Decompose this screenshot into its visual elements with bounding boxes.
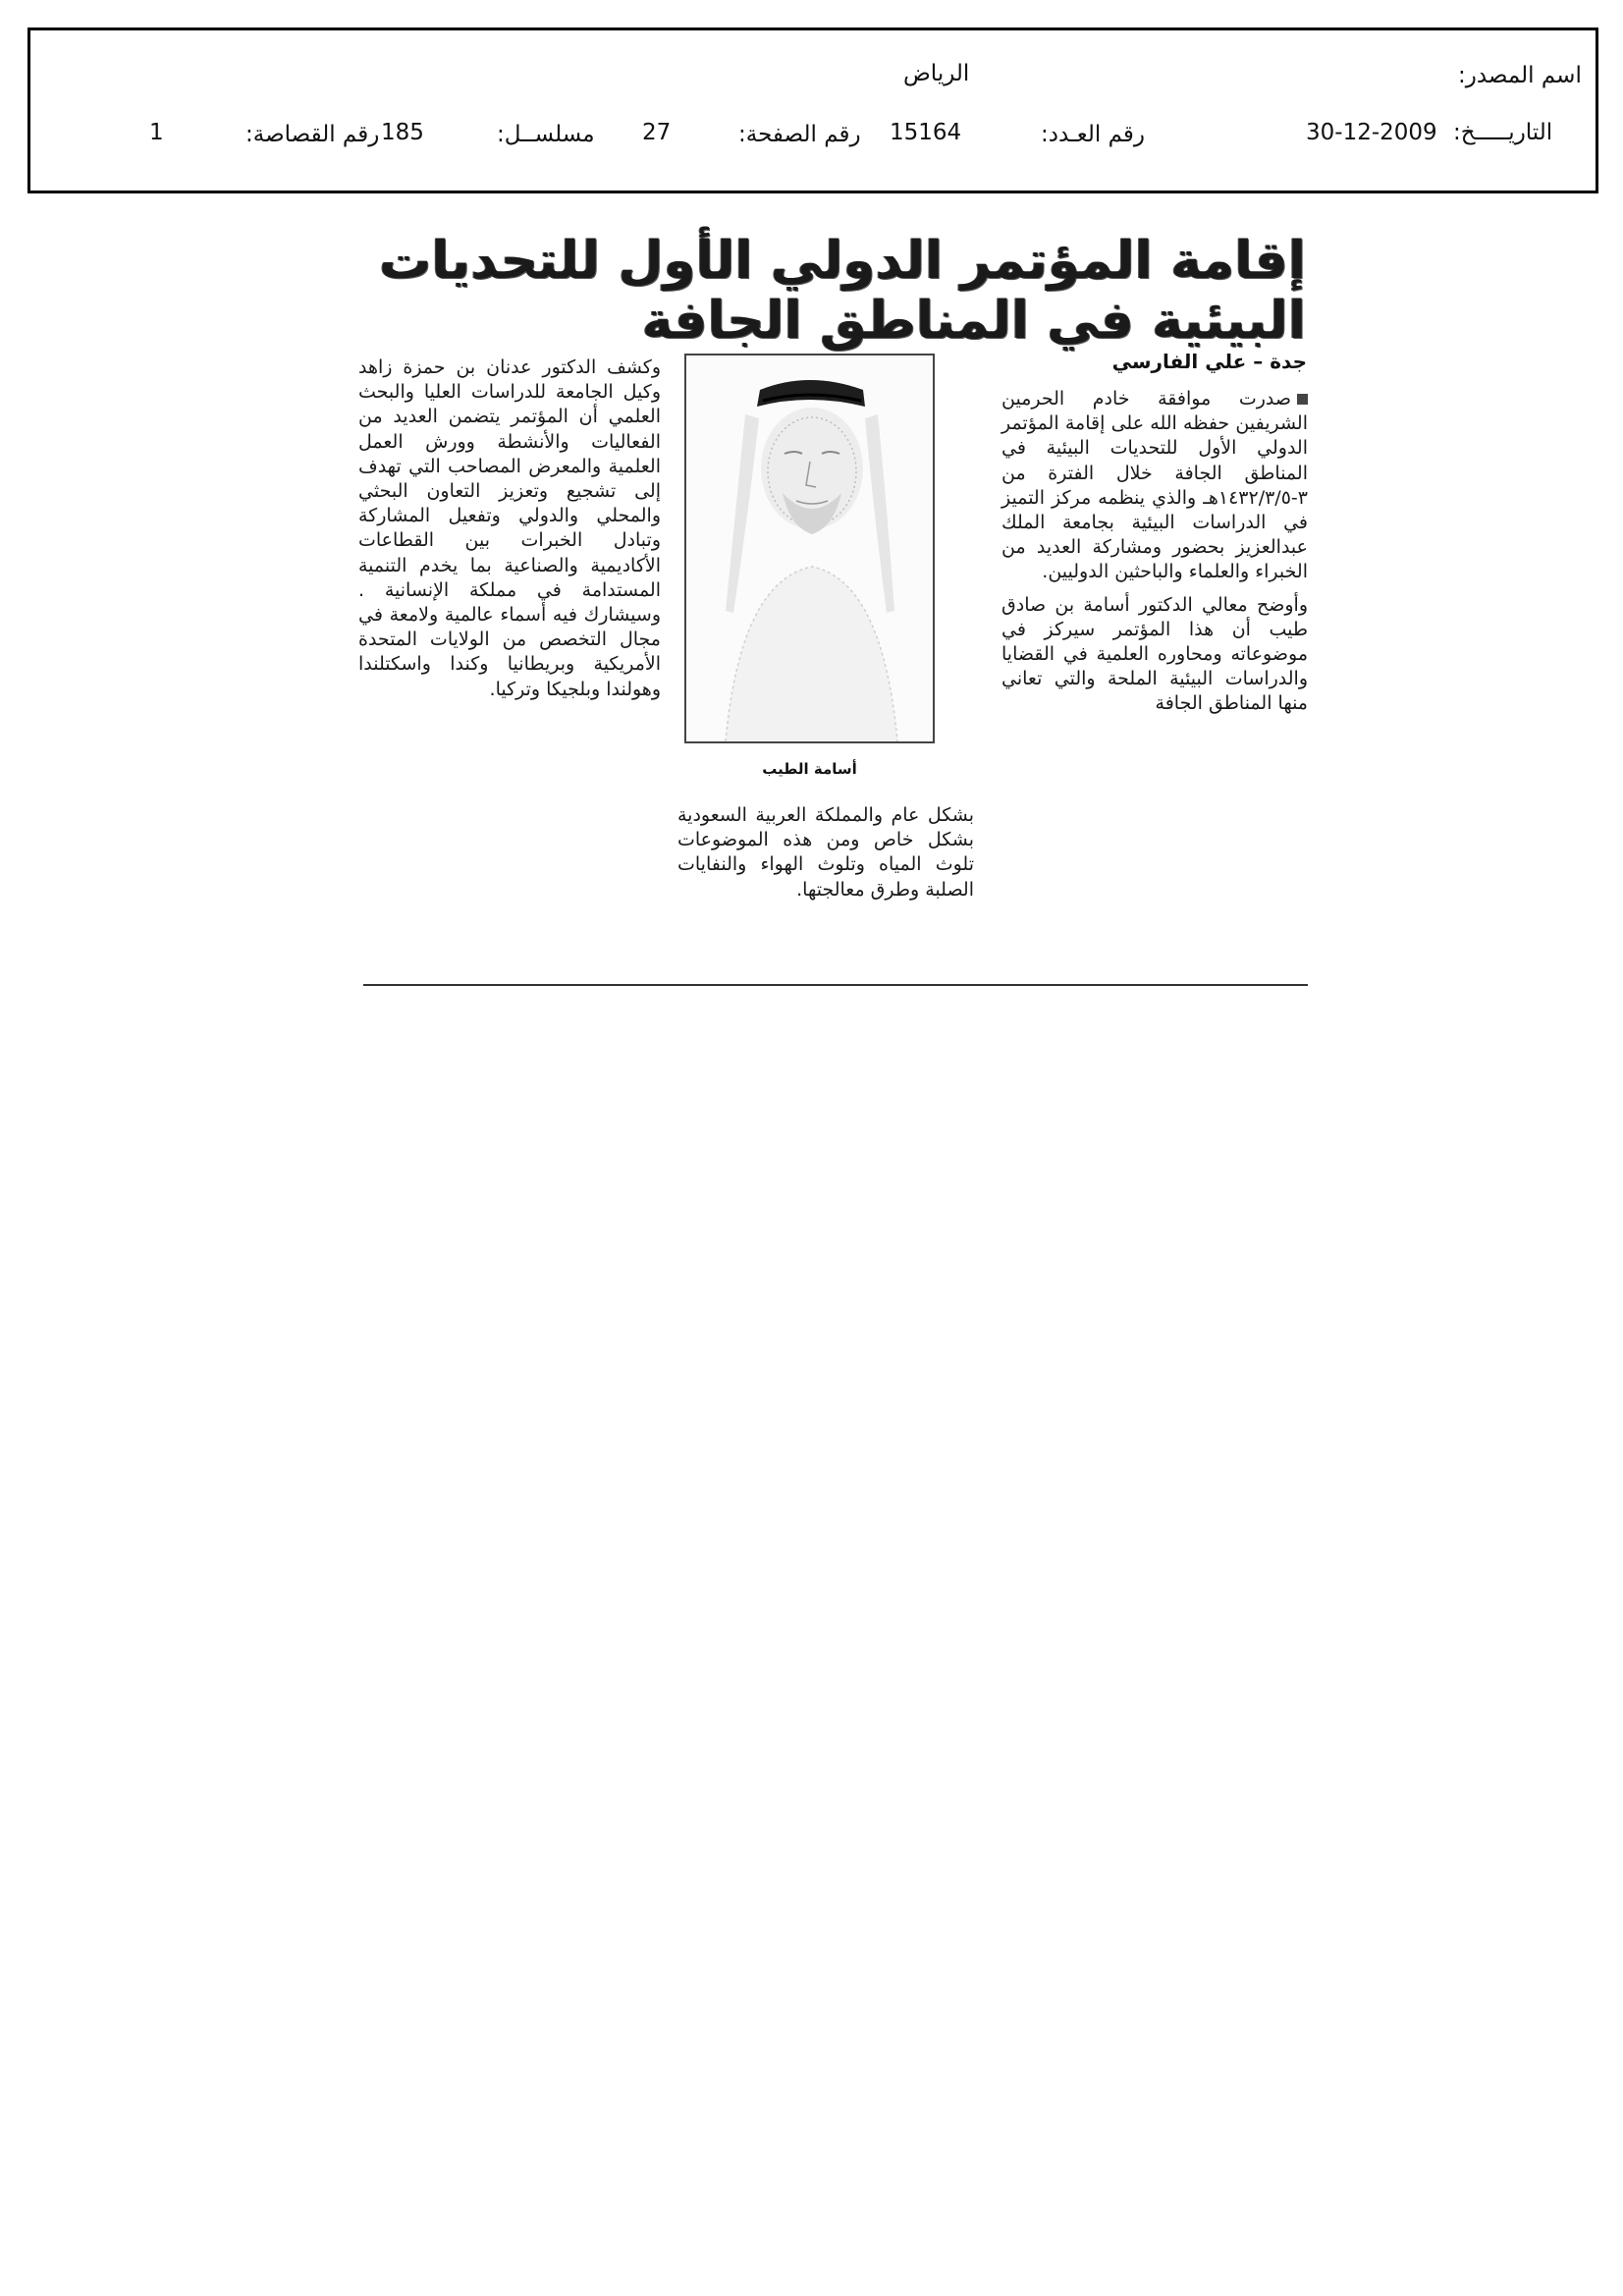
date-label: التاريـــــخ: bbox=[1453, 120, 1553, 145]
paragraph-intro bbox=[1001, 387, 1308, 585]
article-column-left bbox=[358, 355, 661, 702]
serial-label: مسلســل: bbox=[497, 122, 595, 147]
page-value: 27 bbox=[642, 120, 672, 145]
paragraph-topics: بشكل عام والمملكة العربية السعودية بشكل خاص ومن هذه الموضوعات تلوث المياه وتلوث الهواء والنفايات الصلبة وطرق معالجتها. bbox=[677, 804, 974, 901]
issue-label: رقم العـدد: bbox=[1041, 122, 1146, 147]
article-bottom-rule bbox=[363, 984, 1308, 986]
paragraph-intro-text: صدرت موافقة خادم الحرمين الشريفين حفظه الله على إقامة المؤتمر الدولي الأول للتحديات البيئية في المناطق الجافة خلال الفترة من ٣-١٤٣٢/٣/٥هـ والذي ينظمه مركز التميز في الدراسات البيئية بجامعة الملك عبدالعزيز بحضور ومشاركة العديد من الخبراء والعلماء والباحثين الدوليين. bbox=[1001, 388, 1308, 583]
paragraph-minister: وأوضح معالي الدكتور أسامة بن صادق طيب أن هذا المؤتمر سيركز في موضوعاته ومحاوره العلمية في القضايا والدراسات البيئية الملحة والتي تعاني منها المناطق الجافة bbox=[1001, 593, 1308, 715]
article-column-middle bbox=[677, 803, 974, 902]
source-label: اسم المصدر: bbox=[1458, 63, 1582, 88]
clipping-header-box bbox=[27, 27, 1598, 193]
photo-caption: أسامة الطيب bbox=[762, 760, 857, 778]
issue-value: 15164 bbox=[890, 120, 962, 145]
date-value: 30-12-2009 bbox=[1306, 120, 1437, 145]
source-value: الرياض bbox=[903, 61, 970, 86]
clip-label: رقم القصاصة: bbox=[245, 122, 380, 147]
serial-value: 185 bbox=[381, 120, 424, 145]
paragraph-bullet-icon bbox=[1297, 394, 1308, 405]
article-headline: إقامة المؤتمر الدولي الأول للتحديات البيئية في المناطق الجافة bbox=[379, 231, 1306, 351]
clip-value: 1 bbox=[149, 120, 164, 145]
page-label: رقم الصفحة: bbox=[738, 122, 861, 147]
portrait-illustration bbox=[686, 355, 933, 741]
paragraph-vice-president: وكشف الدكتور عدنان بن حمزة زاهد وكيل الجامعة للدراسات العليا والبحث العلمي أن المؤتمر يتضمن العديد من الفعاليات والأنشطة وورش العمل العلمية والمعرض المصاحب التي تهدف إلى تشجيع وتعزيز التعاون البحثي والمحلي والدولي وتفعيل المشاركة وتبادل الخبرات بين القطاعات الأكاديمية والصناعية بما يخدم التنمية المستدامة في مملكة الإنسانية . وسيشارك فيه أسماء عالمية ولامعة في مجال التخصص من الولايات المتحدة الأمريكية وبريطانيا وكندا واسكتلندا وهولندا وبلجيكا وتركيا. bbox=[358, 356, 661, 700]
article-column-right bbox=[1001, 387, 1308, 717]
portrait-photo bbox=[684, 354, 935, 743]
article-byline: جدة – علي الفارسي bbox=[1111, 350, 1307, 373]
